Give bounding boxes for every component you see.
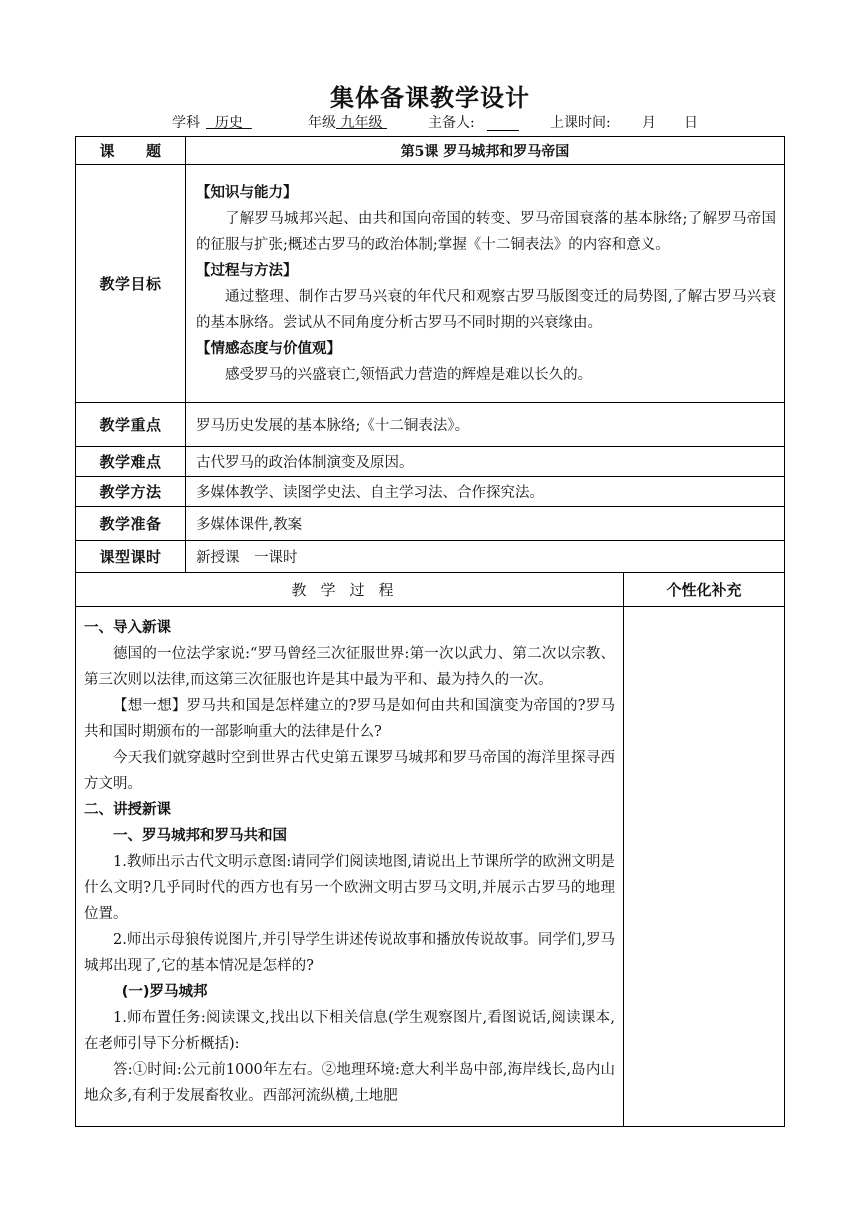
topic-value: 第5课 罗马城邦和罗马帝国 bbox=[186, 137, 785, 165]
grade-value: 九年级 bbox=[336, 115, 387, 131]
day-label: 日 bbox=[684, 115, 698, 131]
intro-think: 【想一想】罗马共和国是怎样建立的?罗马是如何由共和国演变为帝国的?罗马共和国时期颁布的一部影响重大的法律是什么? bbox=[84, 698, 615, 740]
goals-content bbox=[186, 165, 785, 403]
section-intro-title: 一、导入新课 bbox=[84, 620, 171, 636]
preparer-label: 主备人: bbox=[428, 115, 475, 131]
subsection-rome-title: 一、罗马城邦和罗马共和国 bbox=[113, 828, 287, 844]
personal-supplement-cell bbox=[624, 607, 785, 1127]
key-points-label: 教学重点 bbox=[76, 403, 186, 447]
goals-heading-attitude: 【情感态度与价值观】 bbox=[196, 340, 341, 357]
class-type-value: 新授课 一课时 bbox=[186, 541, 785, 573]
subject-label: 学科 bbox=[172, 115, 200, 131]
process-content bbox=[76, 607, 624, 1127]
grade-label: 年级 bbox=[308, 115, 336, 131]
preparer-value bbox=[487, 114, 519, 131]
method-row bbox=[76, 477, 785, 507]
section-teaching-title: 二、讲授新课 bbox=[84, 802, 171, 818]
preparation-label: 教学准备 bbox=[76, 507, 186, 541]
goals-text-process: 通过整理、制作古罗马兴衰的年代尺和观察古罗马版图变迁的局势图,了解古罗马兴衰的基本脉络。尝试从不同角度分析古罗马不同时期的兴衰缘由。 bbox=[196, 288, 776, 331]
intro-quote: 德国的一位法学家说:“罗马曾经三次征服世界:第一次以武力、第二次以宗教、第三次则以法律,而这第三次征服也许是其中最为平和、最为持久的一次。 bbox=[84, 646, 615, 688]
process-header: 教学过程 bbox=[76, 573, 624, 607]
goals-text-knowledge: 了解罗马城邦兴起、由共和国向帝国的转变、罗马帝国衰落的基本脉络;了解罗马帝国的征服与扩张;概述古罗马的政治体制;掌握《十二铜表法》的内容和意义。 bbox=[196, 210, 776, 253]
subject-value: 历史 bbox=[206, 115, 252, 131]
method-label: 教学方法 bbox=[76, 477, 186, 507]
personal-supplement-header: 个性化补充 bbox=[624, 573, 785, 607]
document-title: 集体备课教学设计 bbox=[330, 84, 530, 112]
subsection-city-state-title: (一)罗马城邦 bbox=[121, 984, 208, 1000]
process-header-row bbox=[76, 573, 785, 607]
difficulty-row bbox=[76, 447, 785, 477]
goals-text-attitude: 感受罗马的兴盛衰亡,领悟武力营造的辉煌是难以长久的。 bbox=[225, 366, 593, 383]
goals-heading-knowledge: 【知识与能力】 bbox=[196, 184, 298, 201]
key-points-value: 罗马历史发展的基本脉络;《十二铜表法》。 bbox=[186, 403, 785, 447]
class-time-label: 上课时间: bbox=[550, 115, 611, 131]
class-type-label: 课型课时 bbox=[76, 541, 186, 573]
teaching-answer: 答:①时间:公元前1000年左右。②地理环境:意大利半岛中部,海岸线长,岛内山地众多,有利于发展畜牧业。西部河流纵横,土地肥 bbox=[84, 1062, 615, 1104]
process-body-row bbox=[76, 607, 785, 1127]
intro-transition: 今天我们就穿越时空到世界古代史第五课罗马城邦和罗马帝国的海洋里探寻西方文明。 bbox=[84, 750, 615, 792]
teaching-step-2: 2.师出示母狼传说图片,并引导学生讲述传说故事和播放传说故事。同学们,罗马城邦出现了,它的基本情况是怎样的? bbox=[84, 932, 615, 974]
month-label: 月 bbox=[642, 115, 656, 131]
difficulty-label: 教学难点 bbox=[76, 447, 186, 477]
goals-row bbox=[76, 165, 785, 403]
difficulty-value: 古代罗马的政治体制演变及原因。 bbox=[186, 447, 785, 477]
preparation-value: 多媒体课件,教案 bbox=[186, 507, 785, 541]
topic-row bbox=[76, 137, 785, 165]
lesson-plan-table bbox=[75, 136, 785, 1127]
goals-heading-process: 【过程与方法】 bbox=[196, 262, 298, 279]
preparation-row bbox=[76, 507, 785, 541]
topic-label: 课 题 bbox=[76, 137, 186, 165]
class-type-row bbox=[76, 541, 785, 573]
goals-label: 教学目标 bbox=[76, 165, 186, 403]
teaching-task: 1.师布置任务:阅读课文,找出以下相关信息(学生观察图片,看图说话,阅读课本,在老师引导下分析概括): bbox=[84, 1010, 615, 1052]
key-points-row bbox=[76, 403, 785, 447]
method-value: 多媒体教学、读图学史法、自主学习法、合作探究法。 bbox=[186, 477, 785, 507]
teaching-step-1: 1.教师出示古代文明示意图:请同学们阅读地图,请说出上节课所学的欧洲文明是什么文明?几乎同时代的西方也有另一个欧洲文明古罗马文明,并展示古罗马的地理位置。 bbox=[84, 854, 615, 922]
